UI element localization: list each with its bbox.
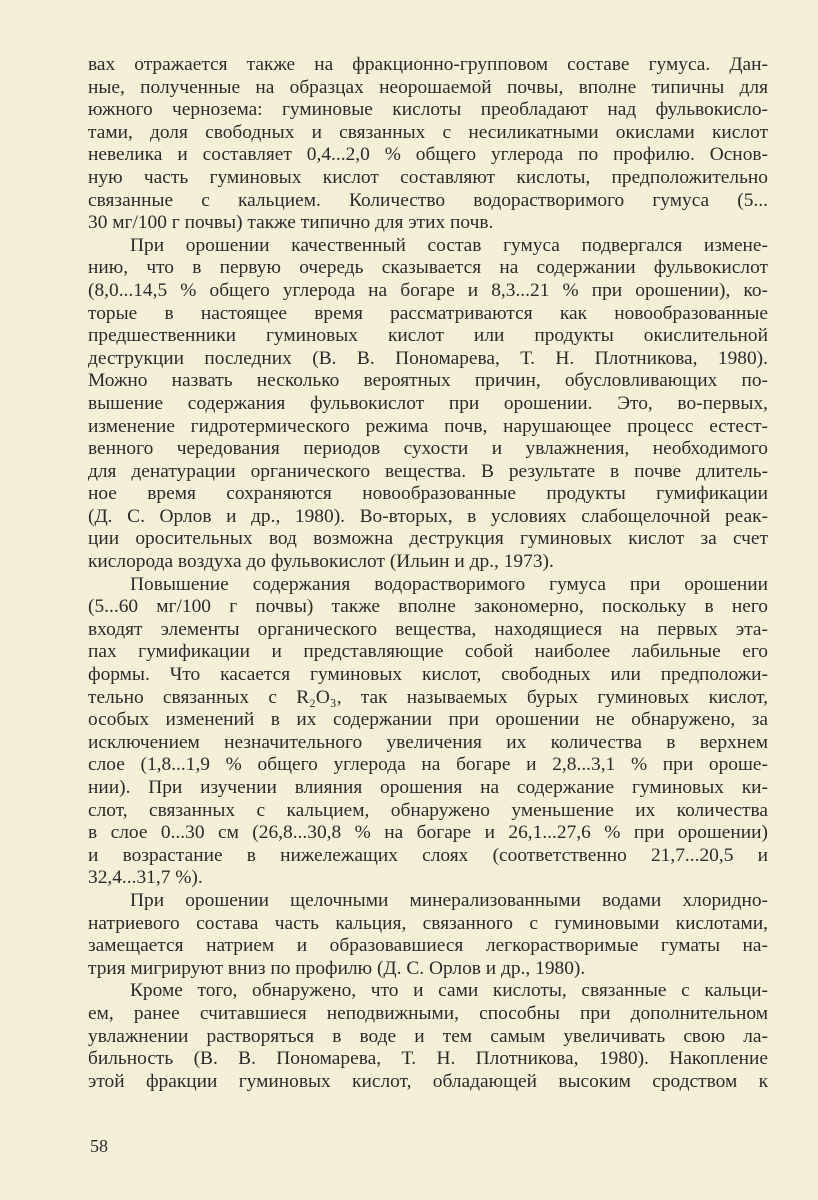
text-line: замещается натрием и образовавшиеся легкорастворимые гуматы на-	[88, 935, 768, 957]
text-line: ем, ранее считавшиеся неподвижными, способны при дополнительном	[88, 1002, 768, 1024]
text-line: связанные с кальцием. Количество водорастворимого гумуса (5...	[88, 189, 768, 211]
text-line: При орошении качественный состав гумуса подвергался измене-	[130, 234, 768, 256]
text-line: пах гумификации и представляющие собой наиболее лабильные его	[88, 641, 768, 663]
text-line: (5...60 мг/100 г почвы) также вполне закономерно, поскольку в него	[88, 596, 768, 618]
text-line: бильность (В. В. Пономарева, Т. Н. Плотникова, 1980). Накопление	[88, 1048, 768, 1070]
paragraph	[88, 980, 768, 1093]
text-line: 30 мг/100 г почвы) также типично для этих почв.	[88, 212, 494, 234]
paragraph	[88, 235, 768, 574]
text-line: и возрастание в нижележащих слоях (соответственно 21,7...20,5 и	[88, 844, 768, 866]
text-line: трия мигрируют вниз по профилю (Д. С. Орлов и др., 1980).	[88, 957, 586, 979]
text-line: южного чернозема: гуминовые кислоты преобладают над фульвокисло-	[88, 99, 768, 121]
text-line: Кроме того, обнаружено, что и сами кислоты, связанные с кальци-	[130, 980, 768, 1002]
text-line: Повышение содержания водорастворимого гумуса при орошении	[130, 573, 768, 595]
text-line: ную часть гуминовых кислот составляют кислоты, предположительно	[88, 166, 768, 188]
text-line: этой фракции гуминовых кислот, обладающей высоким сродством к	[88, 1070, 768, 1092]
text-line: невелика и составляет 0,4...2,0 % общего углерода по профилю. Основ-	[88, 144, 768, 166]
text-line: формы. Что касается гуминовых кислот, свободных или предположи-	[88, 664, 768, 686]
text-line: торые в настоящее время рассматриваются как новообразованные	[88, 302, 768, 324]
text-line: (Д. С. Орлов и др., 1980). Во-вторых, в условиях слабощелочной реак-	[88, 505, 768, 527]
body-text	[88, 54, 768, 1093]
text-line: в слое 0...30 см (26,8...30,8 % на богаре и 26,1...27,6 % при орошении)	[88, 822, 768, 844]
text-line: особых изменений в их содержании при орошении не обнаружено, за	[88, 709, 768, 731]
text-line: При орошении щелочными минерализованными водами хлоридно-	[130, 889, 768, 911]
text-line: вышение содержания фульвокислот при орошении. Это, во-первых,	[88, 392, 768, 414]
page-number: 58	[90, 1136, 108, 1156]
text-line: Можно назвать несколько вероятных причин, обусловливающих по-	[88, 370, 768, 392]
text-line: увлажнении растворяться в воде и тем самым увеличивать свою ла-	[88, 1025, 768, 1047]
text-line: тами, доля свободных и связанных с несиликатными окислами кислот	[88, 121, 768, 143]
text-line: (8,0...14,5 % общего углерода на богаре и 8,3...21 % при орошении), ко-	[88, 279, 768, 301]
text-line: нии). При изучении влияния орошения на содержание гуминовых ки-	[88, 777, 768, 798]
paragraph	[88, 54, 768, 235]
text-line: исключением незначительного увеличения их количества в верхнем	[88, 731, 768, 753]
text-line: вах отражается также на фракционно-групповом составе гумуса. Дан-	[88, 54, 768, 75]
text-line: предшественники гуминовых кислот или продукты окислительной	[88, 325, 768, 347]
text-line: натриевого состава часть кальция, связанного с гуминовыми кислотами,	[88, 912, 768, 934]
text-line: слое (1,8...1,9 % общего углерода на богаре и 2,8...3,1 % при ороше-	[88, 754, 768, 776]
text-line: нию, что в первую очередь сказывается на содержании фульвокислот	[88, 257, 768, 279]
text-line: ные, полученные на образцах неорошаемой почвы, вполне типичны для	[88, 76, 768, 98]
text-line: ции оросительных вод возможна деструкция гуминовых кислот за счет	[88, 528, 768, 550]
text-line: входят элементы органического вещества, находящиеся на первых эта-	[88, 618, 768, 640]
text-line: кислорода воздуха до фульвокислот (Ильин и др., 1973).	[88, 551, 554, 573]
text-line: ное время сохраняются новообразованные продукты гумификации	[88, 483, 768, 505]
text-line: слот, связанных с кальцием, обнаружено уменьшение их количества	[88, 799, 768, 821]
text-line: для денатурации органического вещества. В результате в почве длитель-	[88, 460, 768, 482]
text-line: деструкции последних (В. В. Пономарева, Т. Н. Плотникова, 1980).	[88, 347, 768, 369]
paragraph	[88, 574, 768, 890]
text-line: изменение гидротермического режима почв, нарушающее процесс естест-	[88, 415, 768, 437]
text-line: тельно связанных с R₂O₃, так называемых бурых гуминовых кислот,	[88, 686, 768, 708]
paragraph	[88, 890, 768, 980]
text-line: венного чередования периодов сухости и увлажнения, необходимого	[88, 438, 768, 460]
text-line: 32,4...31,7 %).	[88, 867, 203, 889]
